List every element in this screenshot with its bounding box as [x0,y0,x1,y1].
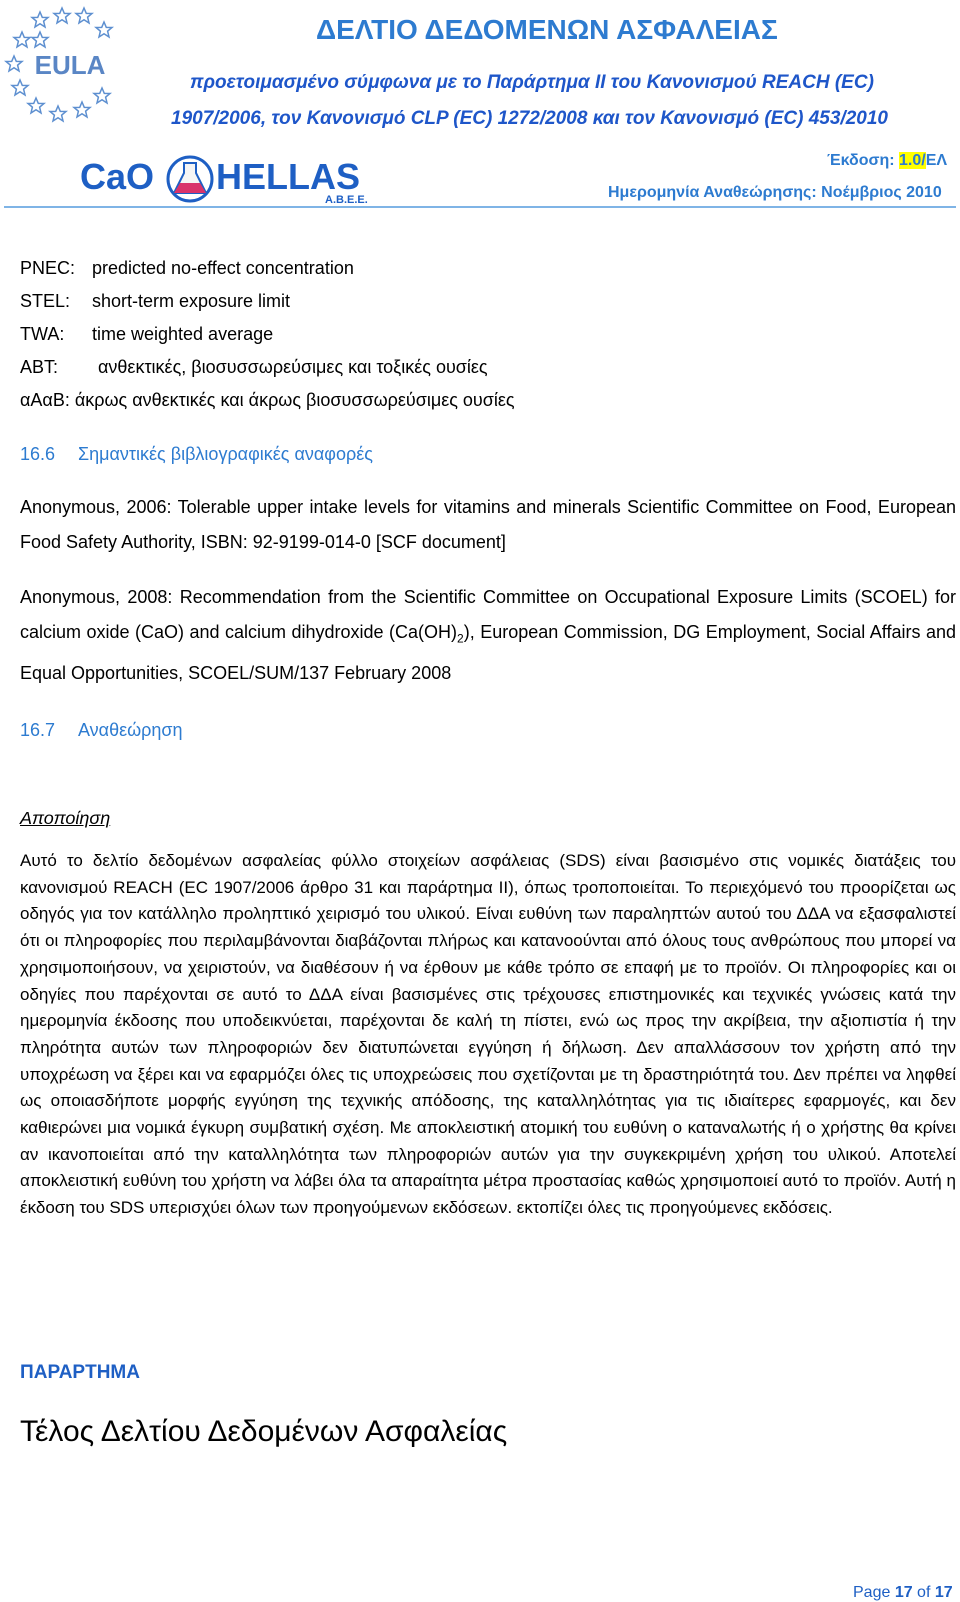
reference-1: Anonymous, 2006: Tolerable upper intake levels for vitamins and minerals Scientific Committee on Food, European Food Safety Authority, ISBN: 92-9199-014-0 [SCF document] [20,497,956,552]
eula-logo [0,0,150,135]
svg-text:HELLAS: HELLAS [216,156,360,197]
revision-date: Ημερομηνία Αναθεώρησης: Νοέμβριος 2010 [608,184,942,201]
svg-text:A.B.E.E.: A.B.E.E. [325,194,368,206]
page-number: Page 17 of 17 [853,1584,953,1601]
document-title: ΔΕΛΤΙΟ ΔΕΔΟΜΕΝΩΝ ΑΣΦΑΛΕΙΑΣ [316,14,778,45]
version-number: 1.0/ [899,152,926,169]
end-of-document-title: Τέλος Δελτίου Δεδομένων Ασφαλείας [20,1415,508,1448]
section-16-7-heading: 16.7 Αναθεώρηση [20,720,183,740]
disclaimer-title: Αποποίηση [20,808,111,828]
document-subtitle-line2: 1907/2006, τον Κανονισμό CLP (EC) 1272/2008 και τον Κανονισμό (EC) 453/2010 [171,108,888,129]
cao-hellas-logo [80,155,380,207]
abbreviation-row: STEL: short-term exposure limit [20,291,291,311]
abbreviation-row: TWA: time weighted average [20,324,274,344]
abbreviation-row: ABT: ανθεκτικές, βιοσυσσωρεύσιμες και τοξικές ουσίες [20,357,488,377]
flask-icon [168,157,212,201]
svg-text:CaO: CaO [80,156,155,197]
annex-heading: ΠΑΡΑΡΤΗΜΑ [20,1362,140,1383]
version-info: Έκδοση: 1.0/ΕΛ [827,152,948,169]
eula-logo-text: EULA [34,50,106,80]
section-16-6-heading: 16.6 Σημαντικές βιβλιογραφικές αναφορές [20,444,373,464]
abbreviation-row: αΑαΒ: άκρως ανθεκτικές και άκρως βιοσυσσωρεύσιμες ουσίες [20,390,515,410]
abbreviation-row: PNEC: predicted no-effect concentration [20,258,354,278]
disclaimer-text: Αυτό το δελτίο δεδομένων ασφαλείας φύλλο στοιχείων ασφάλειας (SDS) είναι βασισμένο στις νομικές διατάξεις του κανονισμού REACH (EC 1907/2006 άρθρο 31 και παράρτημα II), όπως τροποποιείται. Το περιεχόμενό του προορίζεται ως οδηγός για τον κατάλληλο προληπτικό χειρισμό του υλικού. Είναι ευθύνη των παραληπτών αυτού του ΔΔΑ να εξασφαλιστεί ότι οι πληροφορίες που περιλαμβάνονται διαβάζονται πλήρως και κατανοούνται από όλους τους ανθρώπους που μπορεί να χρησιμοποιήσουν, να χειριστούν, να διαθέσουν ή να έρθουν με κάθε τρόπο σε επαφή με το προϊόν. Οι πληροφορίες και οι οδηγίες που παρέχονται σε αυτό το ΔΔΑ είναι βασισμένες στις τρέχουσες επιστημονικές και τεχνικές γνώσεις κατά την ημερομηνία έκδοσης που υποδεικνύεται, παρέχονται δε καλή τη πίστει, ενώ ως προς την ακρίβεια, την αξιοπιστία ή την πληρότητα αυτών των πληροφοριών δεν διατυπώνεται εγγύηση ή δήλωση. Δεν απαλλάσσουν τον χρήστη από την υποχρέωση να ξέρει και να εφαρμόζει όλες τις υποχρεώσεις που σχετίζονται με τη δραστηριότητά του. Δεν πρέπει να ληφθεί ως οποιασδήποτε μορφής εγγύηση της τεχνικής απόδοσης, της καταλληλότητας για τις ιδιαίτερες εφαρμογές, και δεν καθιερώνει μια νομικά έγκυρη συμβατική σχέση. Με αποκλειστική ατομική του ευθύνη ο καταναλωτής ή ο χρήστης θα κρίνει αν ικανοποιείται από την καταλληλότητα των πληροφοριών αυτών για την συγκεκριμένη χρήση του υλικού. Αποτελεί αποκλειστική ευθύνη του χρήστη να λάβει όλα τα απαραίτητα μέτρα προστασίας καθώς χρησιμοποιεί αυτό το προϊόν. Αυτή η έκδοση του SDS υπερισχύει όλων των προηγούμενων εκδόσεων. εκτοπίζει όλες τις προηγούμενες εκδόσεις. [20,851,956,1218]
document-subtitle-line1: προετοιμασμένο σύμφωνα με το Παράρτημα ΙΙ του Κανονισμού REACH (EC) [190,72,874,93]
header-divider [4,206,956,208]
reference-2: Anonymous, 2008: Recommendation from the Scientific Committee on Occupational Exposure Limits (SCOEL) for calcium oxide (CaO) and calcium dihydroxide $(Ca(OH)_2)$, European Commission, DG Employment, Social Affairs and Equal Opportunities, SCOEL/SUM/137 February 2008 [20,587,956,683]
